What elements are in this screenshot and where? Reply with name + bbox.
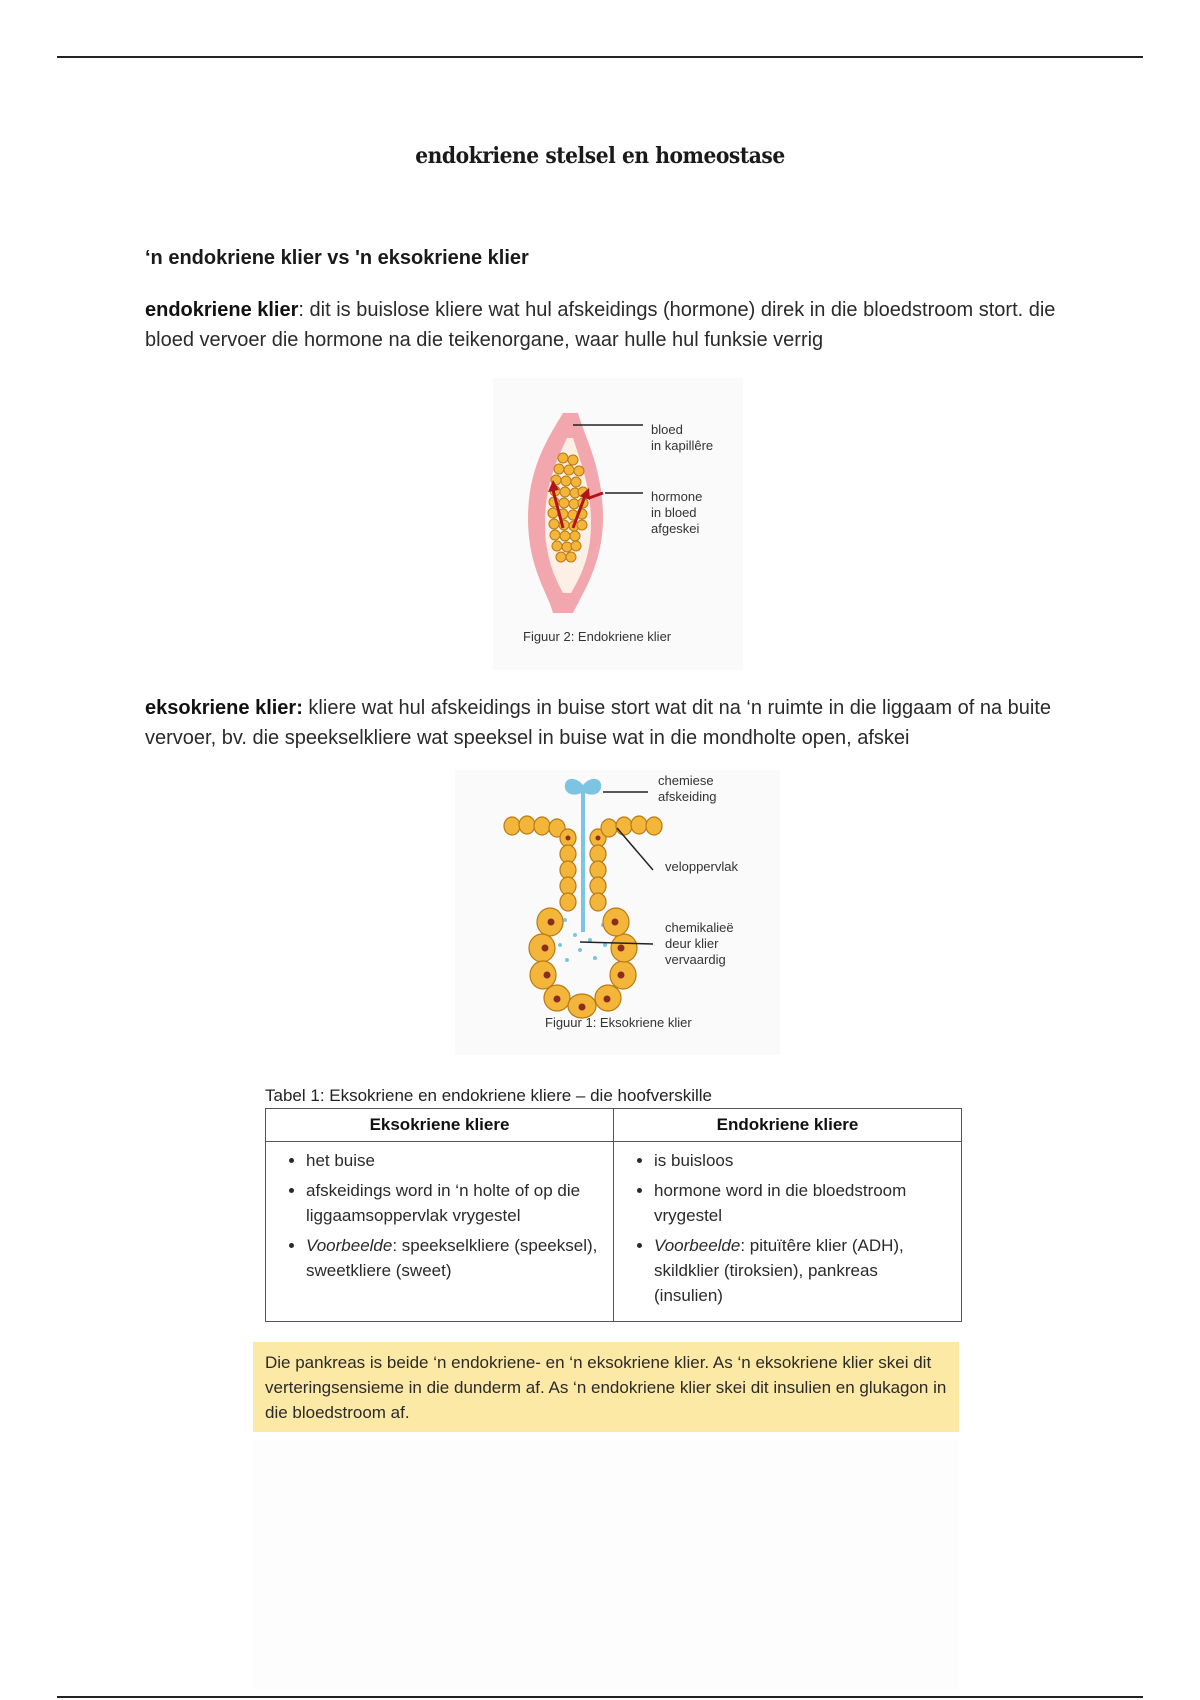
pancreas-note: Die pankreas is beide ‘n endokriene- en ‘n eksokriene klier. As ‘n eksokriene klier skei dit verteringsensieme in die dunderm af. As ‘n endokriene klier skei dit insulien en glukagon in die bloedstroom af. — [253, 1342, 959, 1432]
endocrine-text: : dit is buislose kliere wat hul afskeidings (hormone) direk in die bloedstroom stort. die bloed vervoer die hormone na die teikenorgane, waar hulle hul funksie verrig — [145, 299, 1056, 351]
table-header-exocrine: Eksokriene kliere — [266, 1109, 614, 1142]
example-label: Voorbeelde — [306, 1236, 393, 1255]
section-heading: ‘n endokriene klier vs 'n eksokriene klier — [145, 247, 529, 269]
endocrine-list — [624, 1148, 951, 1308]
exocrine-cell — [266, 1142, 614, 1322]
table-header-row — [266, 1109, 962, 1142]
example-label: Voorbeelde — [654, 1236, 741, 1255]
list-item: • hormone word in die bloedstroom vrygestel — [654, 1178, 951, 1228]
comparison-table — [265, 1108, 962, 1322]
example-text: : pituïtêre klier (ADH), skildklier (tiroksien), pankreas (insulien) — [654, 1236, 904, 1305]
exocrine-definition — [145, 693, 1085, 753]
endocrine-term: endokriene klier — [145, 299, 299, 321]
table-row — [266, 1142, 962, 1322]
figure-caption: Figuur 2: Endokriene klier — [523, 629, 672, 644]
top-rule — [57, 56, 1143, 58]
endocrine-definition — [145, 295, 1085, 355]
list-item — [654, 1233, 951, 1308]
table-header-endocrine: Endokriene kliere — [614, 1109, 962, 1142]
bottom-rule — [57, 1696, 1143, 1698]
label-blood: bloed in kapillêre — [651, 422, 714, 453]
page-title: endokriene stelsel en homeostase — [415, 143, 785, 169]
list-item — [306, 1233, 603, 1283]
exocrine-gland-illustration — [455, 770, 780, 1055]
label-secretion: chemiese afskeiding — [658, 773, 717, 804]
figure-caption: Figuur 1: Eksokriene klier — [545, 1015, 692, 1030]
list-item: • is buisloos — [654, 1148, 951, 1173]
list-item: • het buise — [306, 1148, 603, 1173]
exocrine-term: eksokriene klier: — [145, 697, 303, 719]
label-hormone: hormone in bloed afgeskei — [651, 489, 703, 536]
label-chemicals: chemikalieë deur klier vervaardig — [665, 920, 734, 967]
exocrine-text: kliere wat hul afskeidings in buise stort wat dit na ‘n ruimte in die liggaam of na buite vervoer, bv. die speekselkliere wat speeksel in buise wat in die mondholte open, afskei — [145, 697, 1052, 749]
table-caption: Tabel 1: Eksokriene en endokriene kliere – die hoofverskille — [265, 1086, 712, 1105]
label-surface: veloppervlak — [665, 859, 738, 874]
exocrine-gland-figure — [455, 770, 780, 1055]
exocrine-list — [276, 1148, 603, 1283]
list-item: • afskeidings word in ‘n holte of op die liggaamsoppervlak vrygestel — [306, 1178, 603, 1228]
blank-area — [253, 1440, 959, 1690]
endocrine-cell — [614, 1142, 962, 1322]
example-text: : speekselkliere (speeksel), sweetkliere (sweet) — [306, 1236, 598, 1280]
endocrine-gland-figure — [493, 378, 743, 670]
